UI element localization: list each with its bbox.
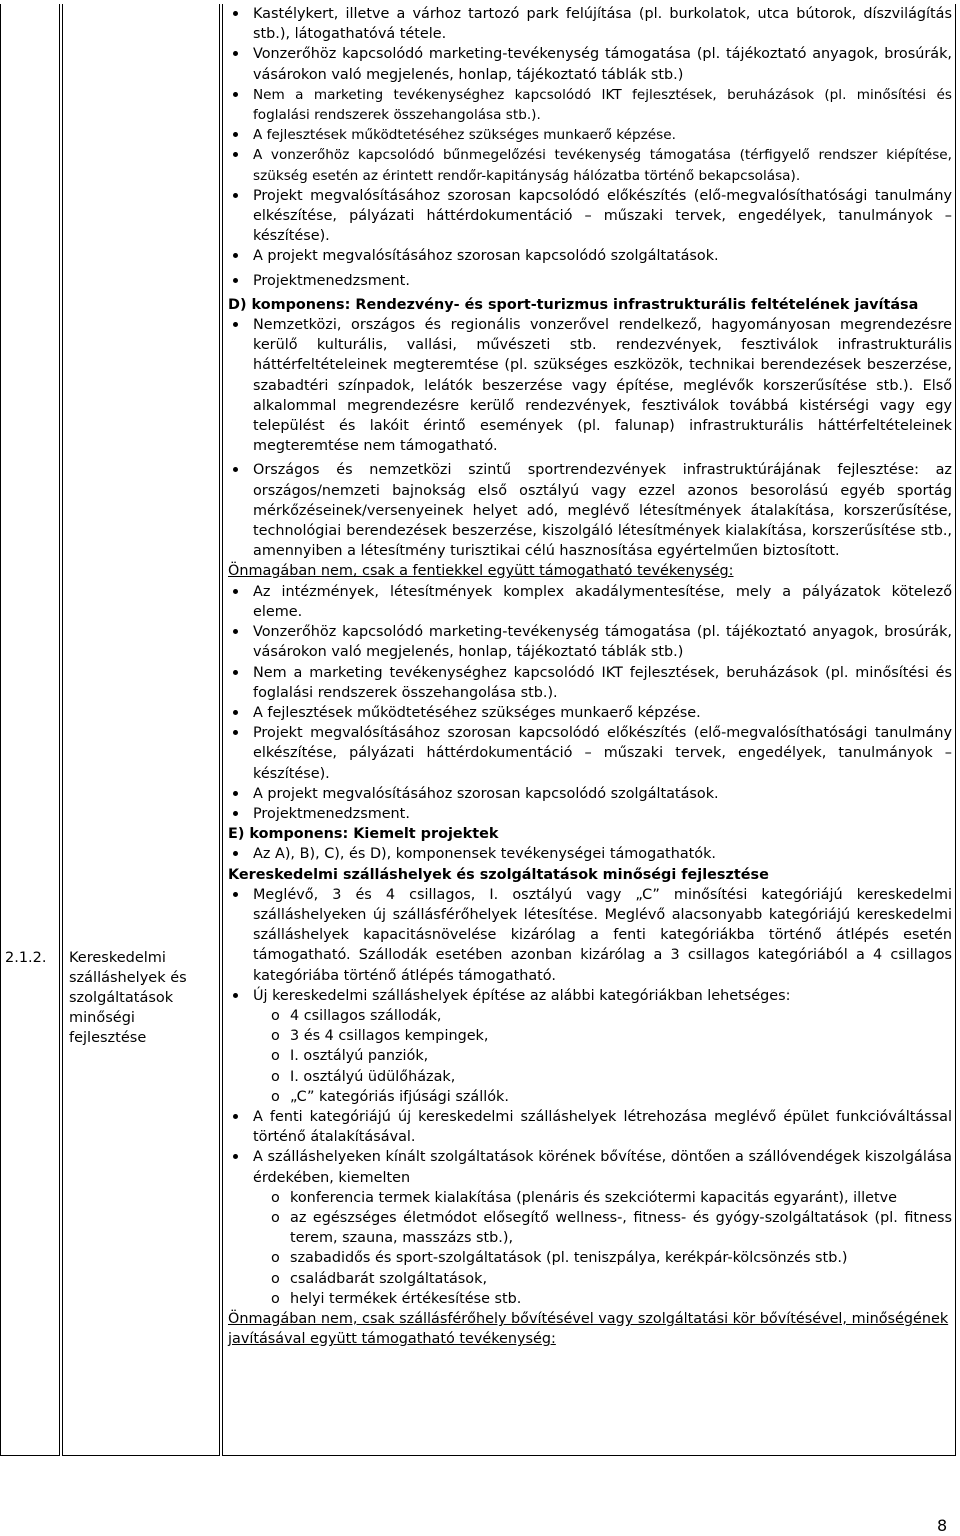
list-item: A fejlesztések működtetéséhez szükséges munkaerő képzése. bbox=[228, 703, 952, 723]
list-item: Vonzerőhöz kapcsolódó marketing-tevékenység támogatása (pl. tájékoztató anyagok, brosúrák, vásárokon való megjelenés, honlap, tájékoztató táblák stb.) bbox=[228, 622, 952, 662]
list-item: Projekt megvalósításához szorosan kapcsolódó előkészítés (elő-megvalósíthatósági tanulmány elkészítése, pályázati háttérdokumentáció – műszaki tervek, engedélyek, tanulmányok – készítése). bbox=[228, 723, 952, 784]
sub-list-item: o családbarát szolgáltatások, bbox=[228, 1269, 952, 1289]
list-item: Országos és nemzetközi szintű sportrendezvények infrastruktúrájának fejlesztése: az országos/nemzeti bajnokság első osztályú vagy ezzel azonos besorolású egyéb sportág mérkőzéseinek/versenyeinek helyet adó, meglévő létesítmények átalakítása, korszerűsítése, technológiai berendezések beszerzése, kiszolgáló létesítmények kialakítása, korszerűsítése stb., amennyiben a létesítmény turisztikai célú hasznosítása egyértelműen biztosított. bbox=[228, 460, 952, 561]
list-item: Nem a marketing tevékenységhez kapcsolódó IKT fejlesztések, beruházások (pl. minősítési és foglalási rendszerek összehangolása stb.). bbox=[228, 85, 952, 125]
list-item: Új kereskedelmi szálláshelyek építése az alábbi kategóriákban lehetséges: bbox=[228, 986, 952, 1006]
sub-list-item: o 4 csillagos szállodák, bbox=[228, 1006, 952, 1026]
sub-list-item: o helyi termékek értékesítése stb. bbox=[228, 1289, 952, 1309]
content-body bbox=[228, 4, 952, 1349]
service-sublist bbox=[228, 1188, 952, 1309]
title-column bbox=[62, 4, 220, 1456]
top-list bbox=[228, 4, 952, 291]
page-number: 8 bbox=[937, 1516, 948, 1535]
list-item: A szálláshelyeken kínált szolgáltatások körének bővítése, döntően a szállóvendégek kiszolgálása érdekében, kiemelten bbox=[228, 1147, 952, 1187]
section-d-note: Önmagában nem, csak a fentiekkel együtt támogatható tevékenység: bbox=[228, 563, 734, 580]
category-sublist bbox=[228, 1006, 952, 1107]
section-e-list bbox=[228, 844, 952, 864]
document-table bbox=[0, 4, 956, 1456]
sub-list-item: o konferencia termek kialakítása (plenáris és szekciótermi kapacitás egyaránt), illetve bbox=[228, 1188, 952, 1208]
sub-list-item: o I. osztályú üdülőházak, bbox=[228, 1067, 952, 1087]
section-d-note-list bbox=[228, 582, 952, 824]
list-item: A projekt megvalósításához szorosan kapcsolódó szolgáltatások. bbox=[228, 246, 952, 266]
list-item: A fejlesztések működtetéséhez szükséges munkaerő képzése. bbox=[228, 125, 952, 145]
list-item: Az A), B), C), és D), komponensek tevékenységei támogathatók. bbox=[228, 844, 952, 864]
section-title: Kereskedelmi szálláshelyek és szolgáltatások minőségi fejlesztése bbox=[69, 950, 187, 1046]
section-number: 2.1.2. bbox=[5, 950, 47, 966]
list-item: Az intézmények, létesítmények komplex akadálymentesítése, mely a pályázatok kötelező eleme. bbox=[228, 582, 952, 622]
sub-list-item: o „C” kategóriás ifjúsági szállók. bbox=[228, 1087, 952, 1107]
quality-list-2 bbox=[228, 1107, 952, 1188]
sub-list-item: o 3 és 4 csillagos kempingek, bbox=[228, 1026, 952, 1046]
section-e-heading: E) komponens: Kiemelt projektek bbox=[228, 826, 499, 843]
quality-heading: Kereskedelmi szálláshelyek és szolgáltatások minőségi fejlesztése bbox=[228, 866, 769, 883]
quality-note: Önmagában nem, csak szállásférőhely bővítésével vagy szolgáltatási kör bővítésével, minőségének javításával együtt támogatható tevékenység: bbox=[228, 1311, 949, 1348]
quality-list bbox=[228, 885, 952, 1006]
sub-list-item: o I. osztályú panziók, bbox=[228, 1046, 952, 1066]
list-item: Kastélykert, illetve a várhoz tartozó park felújítása (pl. burkolatok, utca bútorok, díszvilágítás stb.), látogathatóvá tétele. bbox=[228, 4, 952, 44]
list-item: Projektmenedzsment. bbox=[228, 271, 952, 291]
list-item: A fenti kategóriájú új kereskedelmi szálláshelyek létrehozása meglévő épület funkcióváltással történő átalakításával. bbox=[228, 1107, 952, 1147]
section-d-heading: D) komponens: Rendezvény- és sport-turizmus infrastrukturális feltételének javítása bbox=[228, 296, 919, 313]
list-item: A projekt megvalósításához szorosan kapcsolódó szolgáltatások. bbox=[228, 784, 952, 804]
list-item: Projekt megvalósításához szorosan kapcsolódó előkészítés (elő-megvalósíthatósági tanulmány elkészítése, pályázati háttérdokumentáció – műszaki tervek, engedélyek, tanulmányok – készítése). bbox=[228, 186, 952, 247]
list-item: Vonzerőhöz kapcsolódó marketing-tevékenység támogatása (pl. tájékoztató anyagok, brosúrák, vásárokon való megjelenés, honlap, tájékoztató táblák stb.) bbox=[228, 44, 952, 84]
content-column bbox=[222, 4, 956, 1456]
sub-list-item: o szabadidős és sport-szolgáltatások (pl. teniszpálya, kerékpár-kölcsönzés stb.) bbox=[228, 1248, 952, 1268]
list-item: Nemzetközi, országos és regionális vonzerővel rendelkező, hagyományosan megrendezésre kerülő kulturális, vallási, művészeti stb. rendezvények, fesztiválok infrastrukturális háttérfeltételeinek megteremtése (pl. szükséges eszközök, technikai berendezések beszerzése, szabadtéri színpadok, lelátók beszerzése vagy építése, meglévők korszerűsítése stb.). Első alkalommal megrendezésre kerülő rendezvények, fesztiválok továbbá kistérségi vagy egy települést és lakóit érintő események (pl. falunap) infrastrukturális háttérfeltételeinek megteremtése nem támogatható. bbox=[228, 315, 952, 456]
section-d-list bbox=[228, 315, 952, 561]
list-item: Projektmenedzsment. bbox=[228, 804, 952, 824]
number-column bbox=[0, 4, 60, 1456]
list-item: A vonzerőhöz kapcsolódó bűnmegelőzési tevékenység támogatása (térfigyelő rendszer kiépítése, szükség esetén az érintett rendőr-kapitányság hálózatba történő bekapcsolása). bbox=[228, 145, 952, 185]
sub-list-item: o az egészséges életmódot elősegítő wellness-, fitness- és gyógy-szolgáltatások (pl. fitness terem, szauna, masszázs stb.), bbox=[228, 1208, 952, 1248]
list-item: Nem a marketing tevékenységhez kapcsolódó IKT fejlesztések, beruházások (pl. minősítési és foglalási rendszerek összehangolása stb.). bbox=[228, 663, 952, 703]
list-item: Meglévő, 3 és 4 csillagos, I. osztályú vagy „C” minősítési kategóriájú kereskedelmi szálláshelyeken új szállásférőhelyek létesítése. Meglévő alacsonyabb kategóriájú kereskedelmi szálláshelyek kapacitásnövelése kizárólag a fenti kategóriákba történő átlépés esetén támogatható. Szállodák esetében azonban kizárólag a 3 csillagos kategóriából a 4 csillagos kategóriába történő átlépés támogatható. bbox=[228, 885, 952, 986]
